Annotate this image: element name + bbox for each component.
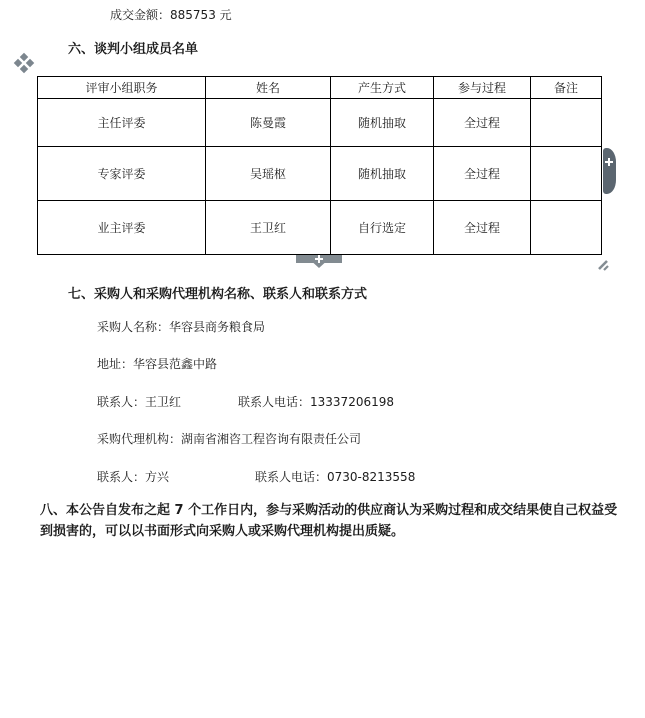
contact1-phone bbox=[238, 393, 394, 410]
agency-label: 采购代理机构： bbox=[97, 432, 182, 446]
address-value: 华容县范鑫中路 bbox=[133, 357, 218, 371]
contact2-phone bbox=[255, 468, 415, 485]
table-cell-method: 自行选定 bbox=[331, 201, 434, 255]
table-cell-remarks bbox=[531, 99, 602, 147]
contact1-name-label: 联系人： bbox=[97, 395, 146, 409]
table-row bbox=[38, 147, 602, 201]
contact2-name-label: 联系人： bbox=[97, 470, 146, 484]
table-cell-remarks bbox=[531, 201, 602, 255]
table-cell-name: 吴瑶枢 bbox=[206, 147, 331, 201]
table-cell-method: 随机抽取 bbox=[331, 147, 434, 201]
table-cell-name: 陈曼霞 bbox=[206, 99, 331, 147]
section-8-paragraph: 八、本公告自发布之起 7 个工作日内，参与采购活动的供应商认为采购过程和成交结果使自己权益受到损害的，可以以书面形式向采购人或采购代理机构提出质疑。 bbox=[40, 503, 618, 539]
table-cell-method: 随机抽取 bbox=[331, 99, 434, 147]
deal-amount-label: 成交金额： bbox=[110, 8, 171, 22]
address-line bbox=[97, 355, 217, 372]
table-cell-role: 主任评委 bbox=[38, 99, 206, 147]
table-cell-role: 专家评委 bbox=[38, 147, 206, 201]
agency-line bbox=[97, 430, 361, 447]
table-cell-remarks bbox=[531, 147, 602, 201]
contact1-phone-value: 13337206198 bbox=[310, 395, 394, 409]
column-header-name: 姓名 bbox=[206, 77, 331, 99]
table-cell-participation: 全过程 bbox=[434, 201, 531, 255]
contact2-phone-label: 联系人电话： bbox=[255, 470, 328, 484]
contact2-name bbox=[97, 468, 169, 485]
deal-amount-value: 885753 元 bbox=[170, 8, 232, 22]
column-header-method: 产生方式 bbox=[331, 77, 434, 99]
table-resize-corner-icon[interactable] bbox=[597, 256, 609, 268]
contact1-phone-label: 联系人电话： bbox=[238, 395, 311, 409]
table-insert-row-handle[interactable] bbox=[296, 255, 342, 268]
section-6-heading: 六、谈判小组成员名单 bbox=[68, 42, 199, 57]
table-header-row bbox=[38, 77, 602, 99]
column-header-participation: 参与过程 bbox=[434, 77, 531, 99]
deal-amount-line bbox=[110, 6, 232, 23]
table-expand-right-handle[interactable] bbox=[603, 148, 616, 194]
section-7-heading: 七、采购人和采购代理机构名称、联系人和联系方式 bbox=[68, 287, 368, 302]
table-cell-role: 业主评委 bbox=[38, 201, 206, 255]
table-cell-participation: 全过程 bbox=[434, 99, 531, 147]
contact1-name bbox=[97, 393, 181, 410]
agency-value: 湖南省湘咨工程咨询有限责任公司 bbox=[181, 432, 362, 446]
table-cell-participation: 全过程 bbox=[434, 147, 531, 201]
contact2-phone-value: 0730-8213558 bbox=[327, 470, 416, 484]
purchaser-name-value: 华容县商务粮食局 bbox=[169, 320, 266, 334]
contact1-name-value: 王卫红 bbox=[145, 395, 182, 409]
plus-icon bbox=[315, 255, 323, 263]
members-table bbox=[37, 76, 602, 255]
table-row bbox=[38, 99, 602, 147]
table-row bbox=[38, 201, 602, 255]
address-label: 地址： bbox=[97, 357, 134, 371]
contact2-name-value: 方兴 bbox=[145, 470, 170, 484]
column-header-remarks: 备注 bbox=[531, 77, 602, 99]
plus-icon bbox=[605, 158, 613, 166]
purchaser-name-label: 采购人名称： bbox=[97, 320, 170, 334]
table-cell-name: 王卫红 bbox=[206, 201, 331, 255]
table-move-icon[interactable] bbox=[14, 54, 34, 74]
purchaser-name-line bbox=[97, 318, 265, 335]
column-header-role: 评审小组职务 bbox=[38, 77, 206, 99]
